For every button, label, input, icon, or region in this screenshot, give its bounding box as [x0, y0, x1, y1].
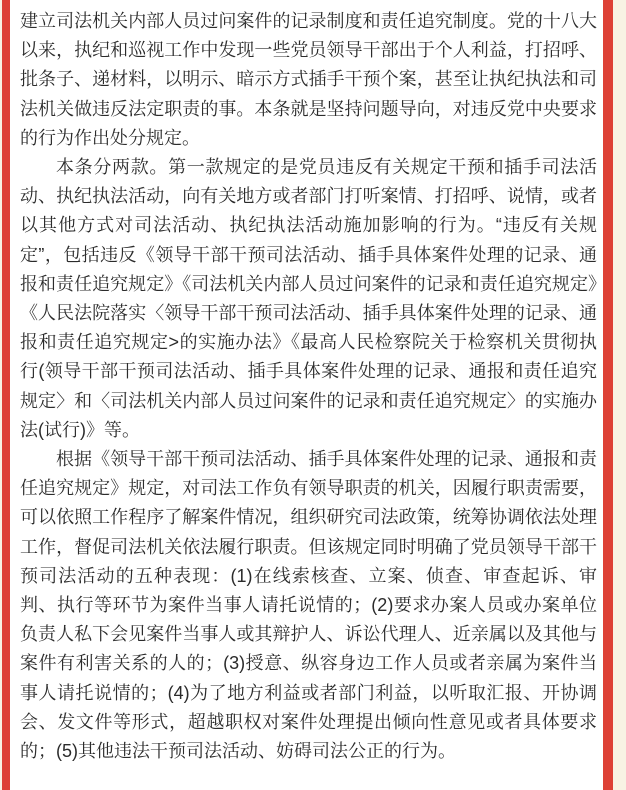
right-red-border-bar — [603, 0, 613, 790]
paragraph-clause-explanation: 本条分两款。第一款规定的是党员违反有关规定干预和插手司法活动、执纪执法活动，向有关地方或者部门打听案情、打招呼、说情，或者以其他方式对司法活动、执纪执法活动施加影响的行为。“违反有关规定”，包括违反《领导干部干预司法活动、插手具体案件处理的记录、通报和责任追究规定》《司法机关内部人员过问案件的记录和责任追究规定》《人民法院落实〈领导干部干预司法活动、插手具体案件处理的记录、通报和责任追究规定>的实施办法》《最高人民检察院关于检察机关贯彻执行(领导干部干预司法活动、插手具体案件处理的记录、通报和责任追究规定〉和〈司法机关内部人员过问案件的记录和责任追究规定〉的实施办法(试行)》等。 — [20, 157, 597, 440]
left-red-border-bar — [2, 0, 10, 790]
article-text — [20, 7, 597, 766]
paragraph-continuation: 建立司法机关内部人员过问案件的记录制度和责任追究制度。党的十八大以来，执纪和巡视工作中发现一些党员领导干部出于个人利益，打招呼、批条子、递材料，以明示、暗示方式插手干预个案，甚至让执纪执法和司法机关做违反法定职责的事。本条就是坚持问题导向，对违反党中央要求的行为作出处分规定。 — [20, 11, 597, 148]
article-content-card — [10, 0, 603, 790]
paragraph-five-manifestations: 根据《领导干部干预司法活动、插手具体案件处理的记录、通报和责任追究规定》规定，对司法工作负有领导职责的机关，因履行职责需要，可以依照工作程序了解案件情况，组织研究司法政策，统筹协调依法处理工作，督促司法机关依法履行职责。但该规定同时明确了党员领导干部干预司法活动的五种表现：(1)在线索核查、立案、侦查、审查起诉、审判、执行等环节为案件当事人请托说情的；(2)要求办案人员或办案单位负责人私下会见案件当事人或其辩护人、诉讼代理人、近亲属以及其他与案件有利害关系的人的；(3)授意、纵容身边工作人员或者亲属为案件当事人请托说情的；(4)为了地方利益或者部门利益，以听取汇报、开协调会、发文件等形式，超越职权对案件处理提出倾向性意见或者具体要求的；(5)其他违法干预司法活动、妨碍司法公正的行为。 — [20, 449, 597, 762]
